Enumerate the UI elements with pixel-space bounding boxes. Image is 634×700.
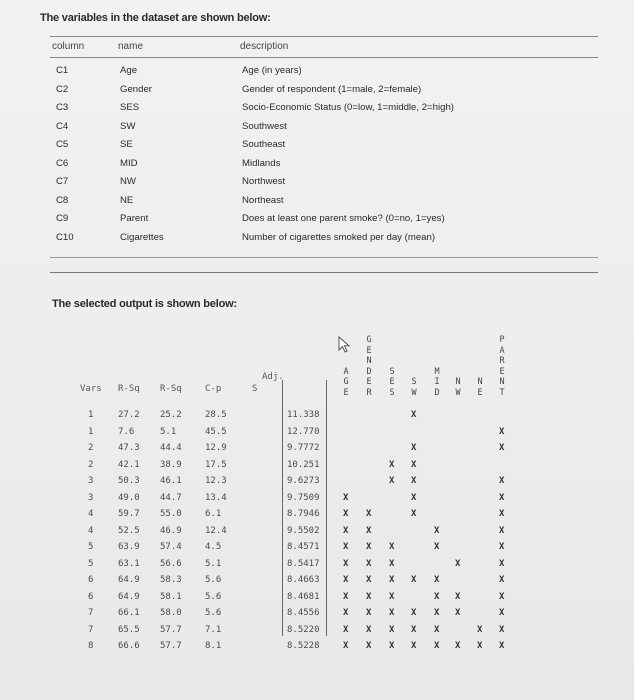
- variable-column-id: C5: [56, 139, 69, 150]
- predictor-header-letter: N: [366, 356, 372, 366]
- rsq-value: 52.5: [118, 525, 140, 536]
- predictor-mark: X: [411, 624, 417, 635]
- s-value: 9.5502: [287, 525, 320, 536]
- predictor-mark: X: [434, 525, 440, 536]
- mouse-cursor-icon: [337, 336, 353, 354]
- output-row: [0, 575, 634, 587]
- output-row: [0, 410, 634, 422]
- variables-table: [50, 36, 598, 258]
- variable-description: Does at least one parent smoke? (0=no, 1=yes): [242, 213, 445, 224]
- predictor-mark: X: [366, 558, 372, 569]
- adj-rsq-value: 38.9: [160, 459, 182, 470]
- predictor-mark: X: [389, 641, 395, 651]
- rsq-value: 65.5: [118, 624, 140, 635]
- predictor-header-letter: E: [343, 387, 349, 398]
- predictor-header-letter: E: [366, 377, 372, 387]
- predictor-mark: X: [389, 575, 395, 585]
- section-divider: [50, 272, 598, 273]
- variables-table-row: [50, 136, 598, 155]
- adj-rsq-value: 56.6: [160, 558, 182, 569]
- predictor-mark: X: [499, 591, 505, 602]
- predictor-mark: X: [411, 608, 417, 618]
- predictor-mark: X: [343, 608, 349, 618]
- output-row: [0, 542, 634, 554]
- predictor-mark: X: [389, 624, 395, 635]
- rsq-value: 47.3: [118, 443, 140, 453]
- cp-value: 5.6: [205, 608, 222, 618]
- adj-rsq-value: 58.0: [160, 608, 182, 618]
- variables-table-row: [50, 229, 598, 248]
- predictor-mark: X: [343, 624, 349, 635]
- vars-value: 3: [88, 492, 94, 503]
- s-value: 8.4681: [287, 591, 320, 602]
- rsq-value: 42.1: [118, 459, 140, 470]
- predictor-mark: X: [499, 542, 505, 552]
- output-row: [0, 526, 634, 538]
- vars-value: 7: [88, 608, 94, 618]
- cp-value: 28.5: [205, 410, 227, 420]
- predictor-mark: X: [389, 558, 395, 569]
- vars-value: 4: [88, 525, 94, 536]
- cp-value: 6.1: [205, 509, 222, 519]
- rsq-value: 27.2: [118, 410, 140, 420]
- output-row: [0, 641, 634, 653]
- predictor-header-letter: T: [499, 387, 505, 398]
- predictor-mark: X: [366, 591, 372, 602]
- predictor-mark: X: [499, 476, 505, 486]
- predictor-mark: X: [389, 591, 395, 602]
- output-row: [0, 443, 634, 455]
- variables-table-row: [50, 192, 598, 211]
- predictor-header-letter: G: [343, 377, 349, 387]
- predictor-header-parent: [497, 335, 507, 398]
- predictor-mark: X: [366, 575, 372, 585]
- predictor-mark: X: [477, 624, 483, 635]
- s-value: 8.4556: [287, 608, 320, 618]
- header-adj-rsq: R-Sq: [160, 384, 182, 394]
- vars-value: 3: [88, 476, 94, 486]
- variable-column-id: C2: [56, 83, 69, 95]
- predictor-mark: X: [343, 575, 349, 585]
- predictor-header-letter: N: [477, 377, 483, 387]
- output-row: [0, 559, 634, 571]
- cp-value: 5.6: [205, 591, 222, 602]
- rsq-value: 66.6: [118, 641, 140, 651]
- adj-rsq-value: 57.7: [160, 624, 182, 635]
- vars-value: 2: [88, 459, 94, 470]
- adj-rsq-value: 46.9: [160, 525, 182, 536]
- intro-text: The variables in the dataset are shown below:: [40, 12, 271, 24]
- predictor-header-sw: [409, 377, 419, 398]
- adj-rsq-value: 57.7: [160, 641, 182, 651]
- predictor-header-letter: W: [455, 387, 461, 398]
- cp-value: 12.4: [205, 525, 227, 536]
- predictor-header-age: [341, 367, 351, 399]
- predictor-header-letter: M: [434, 366, 440, 377]
- rsq-value: 50.3: [118, 476, 140, 486]
- header-column: column: [52, 41, 85, 52]
- cp-value: 7.1: [205, 624, 222, 635]
- vars-value: 5: [88, 558, 94, 569]
- variables-table-row: [50, 173, 598, 192]
- predictor-mark: X: [434, 575, 440, 585]
- predictor-mark: X: [499, 624, 505, 635]
- s-value: 10.251: [287, 459, 320, 470]
- predictor-mark: X: [499, 525, 505, 536]
- variables-table-row: [50, 62, 598, 81]
- predictor-mark: X: [366, 608, 372, 618]
- rsq-value: 63.1: [118, 558, 140, 569]
- adj-rsq-value: 55.0: [160, 509, 182, 519]
- predictor-mark: X: [366, 624, 372, 635]
- output-row: [0, 509, 634, 521]
- predictor-mark: X: [455, 641, 461, 651]
- variable-column-id: C7: [56, 176, 69, 187]
- predictor-mark: X: [434, 542, 440, 552]
- predictor-mark: X: [499, 492, 505, 503]
- variable-name: SW: [120, 120, 136, 132]
- vars-value: 4: [88, 509, 94, 519]
- vars-value: 7: [88, 624, 94, 635]
- predictor-header-letter: E: [366, 345, 372, 356]
- rsq-value: 63.9: [118, 542, 140, 552]
- adj-rsq-value: 57.4: [160, 542, 182, 552]
- vars-value: 8: [88, 641, 94, 651]
- predictor-mark: X: [389, 608, 395, 618]
- vars-value: 6: [88, 575, 94, 585]
- header-cp: C-p: [205, 384, 222, 394]
- predictor-mark: X: [499, 426, 505, 437]
- variables-table-row: [50, 81, 598, 100]
- output-row: [0, 493, 634, 505]
- adj-rsq-value: 44.7: [160, 492, 182, 503]
- variable-description: Socio-Economic Status (0=low, 1=middle, 2=high): [242, 102, 454, 113]
- cp-value: 17.5: [205, 459, 227, 470]
- variable-column-id: C4: [56, 120, 69, 132]
- predictor-mark: X: [411, 492, 417, 503]
- s-value: 8.4663: [287, 575, 320, 585]
- variable-name: Age: [120, 65, 138, 76]
- s-value: 8.4571: [287, 542, 320, 552]
- predictor-header-letter: A: [499, 345, 505, 356]
- adj-rsq-value: 58.1: [160, 591, 182, 602]
- predictor-header-letter: S: [411, 377, 417, 387]
- predictor-mark: X: [455, 608, 461, 618]
- predictor-header-letter: D: [366, 366, 372, 377]
- predictor-header-letter: N: [455, 377, 461, 387]
- output-title: The selected output is shown below:: [52, 298, 237, 310]
- s-value: 8.7946: [287, 509, 320, 519]
- header-vars: Vars: [80, 384, 102, 394]
- predictor-header-letter: R: [499, 356, 505, 366]
- predictor-header-letter: W: [411, 387, 417, 398]
- predictor-mark: X: [455, 558, 461, 569]
- cp-value: 12.9: [205, 443, 227, 453]
- predictor-mark: X: [411, 443, 417, 453]
- variables-table-row: [50, 210, 598, 229]
- s-value: 8.5220: [287, 624, 320, 635]
- variable-name: MID: [120, 157, 138, 169]
- vars-value: 2: [88, 443, 94, 453]
- output-row: [0, 476, 634, 488]
- variables-table-header: [50, 36, 598, 58]
- variable-description: Gender of respondent (1=male, 2=female): [242, 83, 422, 95]
- variable-name: Parent: [120, 213, 149, 224]
- variable-column-id: C6: [56, 157, 69, 169]
- header-rsq: R-Sq: [118, 384, 140, 394]
- variable-column-id: C10: [56, 231, 74, 243]
- predictor-header-letter: E: [389, 377, 395, 387]
- predictor-header-ses: [387, 367, 397, 399]
- rsq-value: 64.9: [118, 575, 140, 585]
- predictor-mark: X: [343, 509, 349, 519]
- predictor-header-letter: E: [477, 387, 483, 398]
- predictor-mark: X: [499, 443, 505, 453]
- variable-description: Number of cigarettes smoked per day (mean): [242, 231, 436, 243]
- s-value: 11.338: [287, 410, 320, 420]
- predictor-mark: X: [343, 525, 349, 536]
- variable-column-id: C9: [56, 213, 69, 224]
- vars-value: 6: [88, 591, 94, 602]
- rsq-value: 64.9: [118, 591, 140, 602]
- variables-table-body: [50, 58, 598, 258]
- s-value: 9.7772: [287, 443, 320, 453]
- predictor-mark: X: [477, 641, 483, 651]
- header-name: name: [118, 41, 144, 52]
- predictor-mark: X: [499, 558, 505, 569]
- cp-value: 12.3: [205, 476, 227, 486]
- predictor-mark: X: [499, 608, 505, 618]
- variable-description: Midlands: [242, 157, 281, 169]
- s-value: 12.770: [287, 426, 320, 437]
- vars-value: 1: [88, 410, 94, 420]
- predictor-mark: X: [343, 492, 349, 503]
- output-row: [0, 427, 634, 439]
- rsq-value: 7.6: [118, 426, 135, 437]
- vars-value: 1: [88, 426, 94, 437]
- predictor-mark: X: [389, 459, 395, 470]
- variable-name: Gender: [120, 83, 152, 95]
- rsq-value: 49.0: [118, 492, 140, 503]
- predictor-mark: X: [343, 591, 349, 602]
- variable-column-id: C8: [56, 194, 69, 206]
- predictor-header-nw: [453, 377, 463, 398]
- predictor-header-letter: A: [343, 366, 349, 377]
- cp-value: 5.1: [205, 558, 222, 569]
- predictor-header-letter: D: [434, 387, 440, 398]
- variable-name: NW: [120, 176, 136, 187]
- predictor-mark: X: [389, 476, 395, 486]
- predictor-header-letter: N: [499, 377, 505, 387]
- variables-table-row: [50, 118, 598, 137]
- predictor-mark: X: [434, 591, 440, 602]
- s-value: 8.5228: [287, 641, 320, 651]
- predictor-mark: X: [343, 542, 349, 552]
- variable-description: Northwest: [242, 176, 286, 187]
- variable-description: Southeast: [242, 139, 286, 150]
- variable-description: Age (in years): [242, 65, 302, 76]
- variable-name: Cigarettes: [120, 231, 164, 243]
- predictor-header-letter: S: [389, 366, 395, 377]
- predictor-mark: X: [411, 476, 417, 486]
- predictor-header-letter: R: [366, 387, 372, 398]
- predictor-mark: X: [411, 509, 417, 519]
- adj-rsq-value: 58.3: [160, 575, 182, 585]
- cp-value: 4.5: [205, 542, 222, 552]
- predictor-mark: X: [411, 459, 417, 470]
- cp-value: 8.1: [205, 641, 222, 651]
- predictor-mark: X: [434, 624, 440, 635]
- predictor-mark: X: [411, 410, 417, 420]
- variables-table-row: [50, 99, 598, 118]
- adj-rsq-value: 44.4: [160, 443, 182, 453]
- cp-value: 5.6: [205, 575, 222, 585]
- vars-value: 5: [88, 542, 94, 552]
- header-s: S: [252, 384, 258, 394]
- predictor-header-letter: P: [499, 335, 505, 345]
- s-value: 9.7509: [287, 492, 320, 503]
- rsq-value: 66.1: [118, 608, 140, 618]
- header-adj-top: Adj.: [262, 372, 284, 382]
- predictor-header-ne: [475, 377, 485, 398]
- output-row: [0, 592, 634, 604]
- variable-name: SE: [120, 139, 133, 150]
- predictor-header-gender: [364, 335, 374, 398]
- predictor-mark: X: [366, 509, 372, 519]
- predictor-mark: X: [343, 641, 349, 651]
- predictor-mark: X: [366, 641, 372, 651]
- predictor-mark: X: [499, 509, 505, 519]
- predictor-mark: X: [343, 558, 349, 569]
- output-row: [0, 460, 634, 472]
- s-value: 8.5417: [287, 558, 320, 569]
- rsq-value: 59.7: [118, 509, 140, 519]
- header-description: description: [240, 41, 289, 52]
- predictor-header-letter: I: [434, 377, 440, 387]
- output-row: [0, 625, 634, 637]
- predictor-mark: X: [411, 575, 417, 585]
- predictor-header-letter: E: [499, 366, 505, 377]
- adj-rsq-value: 46.1: [160, 476, 182, 486]
- cp-value: 45.5: [205, 426, 227, 437]
- variables-table-row: [50, 155, 598, 174]
- variable-column-id: C3: [56, 102, 69, 113]
- predictor-mark: X: [499, 641, 505, 651]
- predictor-header-letter: S: [389, 387, 395, 398]
- predictor-header-letter: G: [366, 335, 372, 345]
- cp-value: 13.4: [205, 492, 227, 503]
- predictor-mark: X: [389, 542, 395, 552]
- predictor-mark: X: [455, 591, 461, 602]
- variable-description: Southwest: [242, 120, 287, 132]
- adj-rsq-value: 5.1: [160, 426, 177, 437]
- variable-description: Northeast: [242, 194, 284, 206]
- s-value: 9.6273: [287, 476, 320, 486]
- predictor-mark: X: [411, 641, 417, 651]
- adj-rsq-value: 25.2: [160, 410, 182, 420]
- predictor-mark: X: [499, 575, 505, 585]
- output-row: [0, 608, 634, 620]
- variable-column-id: C1: [56, 65, 69, 76]
- predictor-mark: X: [434, 608, 440, 618]
- predictor-mark: X: [434, 641, 440, 651]
- predictor-mark: X: [366, 525, 372, 536]
- predictor-mark: X: [366, 542, 372, 552]
- predictor-header-mid: [432, 367, 442, 399]
- variable-name: SES: [120, 102, 140, 113]
- variable-name: NE: [120, 194, 134, 206]
